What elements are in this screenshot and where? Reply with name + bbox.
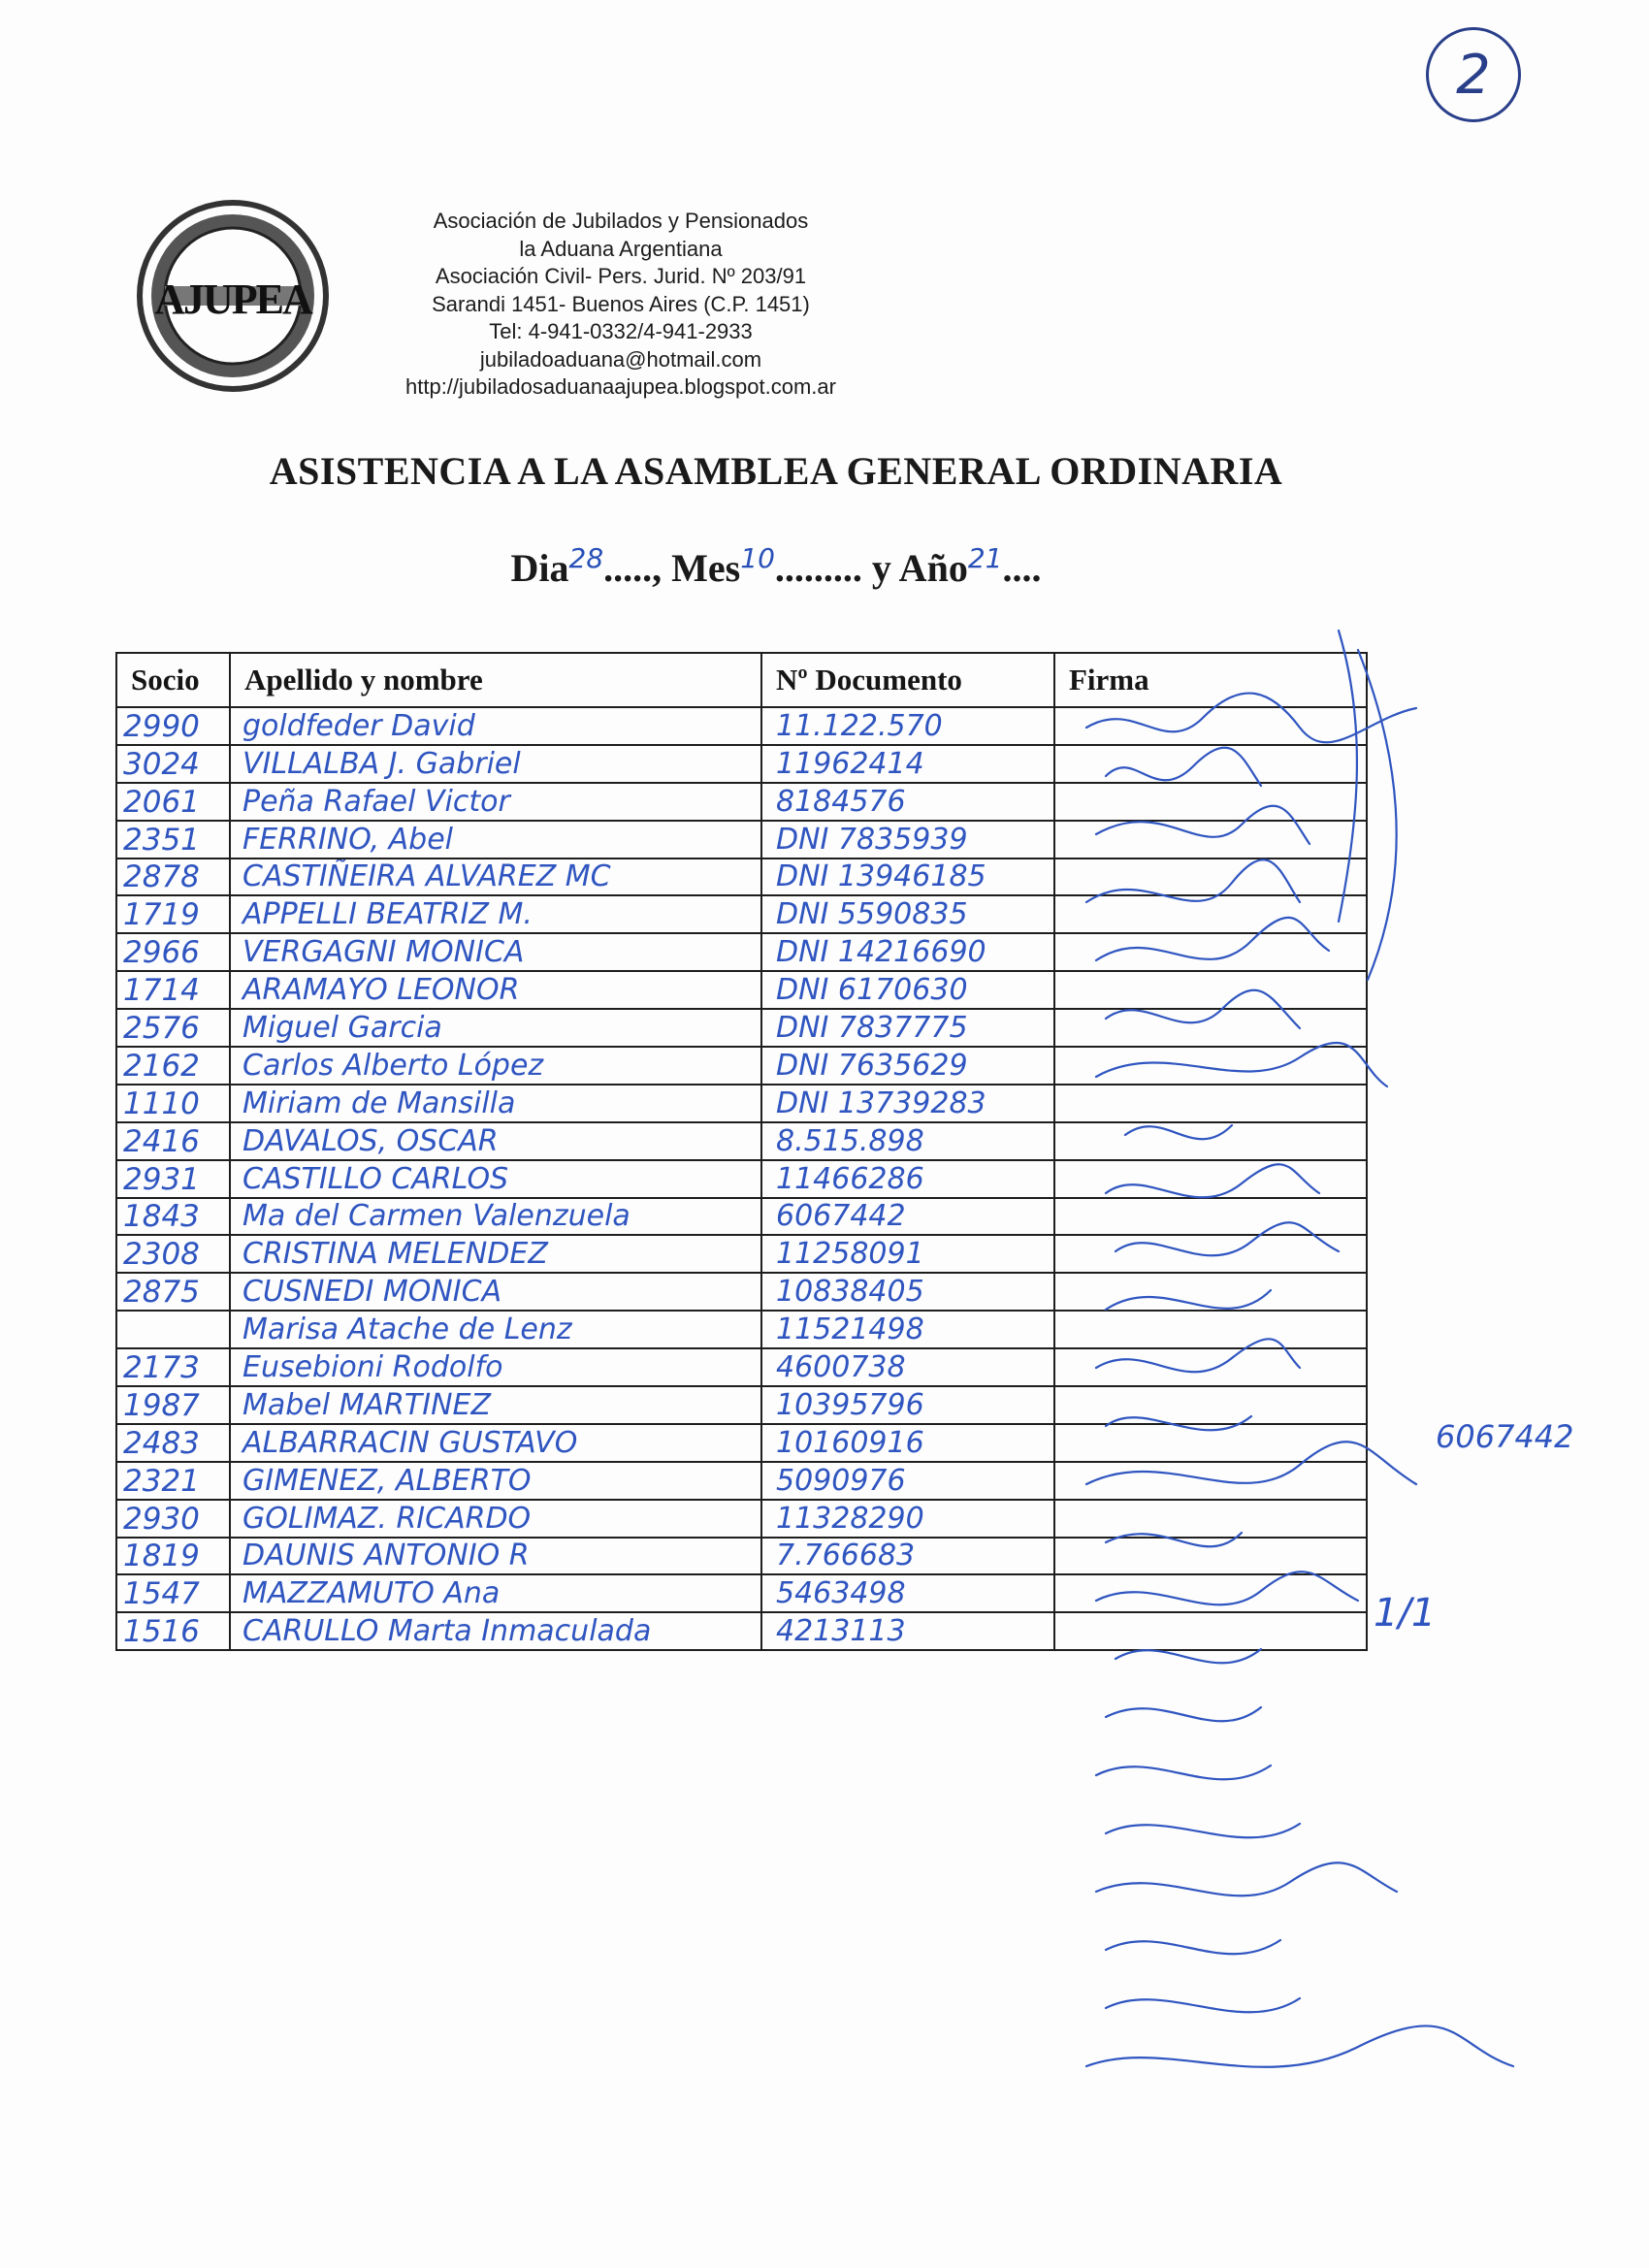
socio-cell: 2930 [116, 1500, 230, 1538]
table-body [116, 707, 1367, 1650]
name-cell: DAUNIS ANTONIO R [230, 1538, 761, 1575]
page-number-badge [1426, 27, 1521, 122]
document-cell: 4600738 [761, 1348, 1054, 1386]
org-phone-line: Tel: 4-941-0332/4-941-2933 [489, 319, 753, 343]
document-cell: 11328290 [761, 1500, 1054, 1538]
name-cell: FERRINO, Abel [230, 821, 761, 859]
name-cell: VILLALBA J. Gabriel [230, 745, 761, 783]
table-row [116, 1612, 1367, 1650]
document-cell: DNI 7835939 [761, 821, 1054, 859]
table-row [116, 1538, 1367, 1575]
signature-cell [1054, 971, 1367, 1009]
table-row [116, 971, 1367, 1009]
table-row [116, 1462, 1367, 1500]
document-cell: 11962414 [761, 745, 1054, 783]
table-header-row [116, 653, 1367, 707]
document-cell: 7.766683 [761, 1538, 1054, 1575]
name-cell: CASTILLO CARLOS [230, 1160, 761, 1198]
table-row [116, 859, 1367, 896]
signature-cell [1054, 1198, 1367, 1236]
signature-cell [1054, 859, 1367, 896]
day-value: 28 [568, 542, 604, 574]
header-documento: Nº Documento [761, 653, 1054, 707]
signature-cell [1054, 1424, 1367, 1462]
socio-cell: 2931 [116, 1160, 230, 1198]
socio-cell: 1110 [116, 1085, 230, 1122]
month-value: 10 [740, 542, 775, 574]
name-cell: Miguel Garcia [230, 1009, 761, 1047]
table-row [116, 707, 1367, 745]
table-row [116, 1198, 1367, 1236]
name-cell: Peña Rafael Victor [230, 783, 761, 821]
name-cell: DAVALOS, OSCAR [230, 1122, 761, 1160]
socio-cell: 1714 [116, 971, 230, 1009]
socio-cell: 2878 [116, 859, 230, 896]
socio-cell: 1719 [116, 895, 230, 933]
socio-cell: 2173 [116, 1348, 230, 1386]
header-firma: Firma [1054, 653, 1367, 707]
attendance-table [115, 652, 1368, 1651]
svg-text:AJUPEA: AJUPEA [154, 275, 311, 323]
header-socio: Socio [116, 653, 230, 707]
signature-cell [1054, 783, 1367, 821]
table-row [116, 1311, 1367, 1348]
document-cell: 11466286 [761, 1160, 1054, 1198]
socio-cell: 2061 [116, 783, 230, 821]
signature-cell [1054, 1009, 1367, 1047]
table-row [116, 895, 1367, 933]
table-row [116, 1348, 1367, 1386]
socio-cell: 2875 [116, 1273, 230, 1311]
name-cell: CRISTINA MELENDEZ [230, 1235, 761, 1273]
signature-cell [1054, 1348, 1367, 1386]
signature-cell [1054, 1386, 1367, 1424]
document-cell: 10395796 [761, 1386, 1054, 1424]
socio-cell: 1819 [116, 1538, 230, 1575]
socio-cell [116, 1311, 230, 1348]
name-cell: MAZZAMUTO Ana [230, 1574, 761, 1612]
name-cell: CARULLO Marta Inmaculada [230, 1612, 761, 1650]
org-email-line: jubiladoaduana@hotmail.com [479, 346, 762, 372]
socio-cell: 2308 [116, 1235, 230, 1273]
table-row [116, 1009, 1367, 1047]
document-cell: DNI 5590835 [761, 895, 1054, 933]
socio-cell: 2483 [116, 1424, 230, 1462]
document-cell: 11258091 [761, 1235, 1054, 1273]
table-row [116, 1273, 1367, 1311]
socio-cell: 2990 [116, 707, 230, 745]
document-cell: 8184576 [761, 783, 1054, 821]
table-row [116, 1235, 1367, 1273]
org-legal-line: Asociación Civil- Pers. Jurid. Nº 203/91 [435, 264, 807, 288]
document-cell: DNI 13946185 [761, 859, 1054, 896]
table-row [116, 1122, 1367, 1160]
year-label: y Año [871, 546, 968, 590]
name-cell: APPELLI BEATRIZ M. [230, 895, 761, 933]
day-dots: ....., [603, 546, 672, 590]
document-cell: DNI 13739283 [761, 1085, 1054, 1122]
document-cell: DNI 6170630 [761, 971, 1054, 1009]
document-cell: 8.515.898 [761, 1122, 1054, 1160]
signature-cell [1054, 1612, 1367, 1650]
table-row [116, 821, 1367, 859]
document-cell: 11521498 [761, 1311, 1054, 1348]
table-row [116, 1424, 1367, 1462]
signature-cell [1054, 1574, 1367, 1612]
document-cell: 5090976 [761, 1462, 1054, 1500]
table-row [116, 933, 1367, 971]
document-cell: 10160916 [761, 1424, 1054, 1462]
month-label: Mes [671, 546, 741, 590]
signature-cell [1054, 895, 1367, 933]
socio-cell: 1843 [116, 1198, 230, 1236]
page-number: 2 [1456, 43, 1491, 107]
signature-cell [1054, 1538, 1367, 1575]
signature-cell [1054, 1462, 1367, 1500]
name-cell: Carlos Alberto López [230, 1047, 761, 1085]
document-cell: 6067442 [761, 1198, 1054, 1236]
month-dots: ......... [774, 546, 872, 590]
signature-cell [1054, 1500, 1367, 1538]
document-title: ASISTENCIA A LA ASAMBLEA GENERAL ORDINARIA [269, 449, 1283, 493]
name-cell: Mabel MARTINEZ [230, 1386, 761, 1424]
margin-mark-note: 1/1 [1374, 1591, 1437, 1636]
org-address-line: Sarandi 1451- Buenos Aires (C.P. 1451) [432, 291, 810, 316]
table-row [116, 1500, 1367, 1538]
organization-header [369, 208, 873, 402]
signature-cell [1054, 1273, 1367, 1311]
socio-cell: 2416 [116, 1122, 230, 1160]
signature-cell [1054, 933, 1367, 971]
signature-cell [1054, 745, 1367, 783]
date-line [0, 542, 1552, 591]
name-cell: CASTIÑEIRA ALVAREZ MC [230, 859, 761, 896]
name-cell: ALBARRACIN GUSTAVO [230, 1424, 761, 1462]
document-cell: 4213113 [761, 1612, 1054, 1650]
socio-cell: 1516 [116, 1612, 230, 1650]
table-row [116, 1574, 1367, 1612]
socio-cell: 1987 [116, 1386, 230, 1424]
name-cell: GIMENEZ, ALBERTO [230, 1462, 761, 1500]
org-website-line: http://jubiladosaduanaajupea.blogspot.com.ar [405, 374, 836, 399]
document-cell: DNI 14216690 [761, 933, 1054, 971]
signature-cell [1054, 1085, 1367, 1122]
socio-cell: 1547 [116, 1574, 230, 1612]
table-row [116, 783, 1367, 821]
socio-cell: 2162 [116, 1047, 230, 1085]
name-cell: VERGAGNI MONICA [230, 933, 761, 971]
document-cell: DNI 7837775 [761, 1009, 1054, 1047]
association-logo [136, 199, 330, 393]
name-cell: ARAMAYO LEONOR [230, 971, 761, 1009]
year-value: 21 [967, 542, 1003, 574]
name-cell: Miriam de Mansilla [230, 1085, 761, 1122]
name-cell: Ma del Carmen Valenzuela [230, 1198, 761, 1236]
name-cell: CUSNEDI MONICA [230, 1273, 761, 1311]
socio-cell: 2576 [116, 1009, 230, 1047]
socio-cell: 2321 [116, 1462, 230, 1500]
name-cell: GOLIMAZ. RICARDO [230, 1500, 761, 1538]
socio-cell: 2966 [116, 933, 230, 971]
margin-doc-note: 6067442 [1436, 1418, 1574, 1455]
document-cell: 11.122.570 [761, 707, 1054, 745]
document-cell: 10838405 [761, 1273, 1054, 1311]
signature-cell [1054, 1160, 1367, 1198]
table-row [116, 1047, 1367, 1085]
name-cell: Eusebioni Rodolfo [230, 1348, 761, 1386]
signature-cell [1054, 1235, 1367, 1273]
table-row [116, 1386, 1367, 1424]
table-row [116, 745, 1367, 783]
org-name-line-2: la Aduana Argentiana [519, 236, 723, 261]
header-apellido-nombre: Apellido y nombre [230, 653, 761, 707]
name-cell: Marisa Atache de Lenz [230, 1311, 761, 1348]
org-name-line: Asociación de Jubilados y Pensionados [433, 209, 809, 233]
socio-cell: 3024 [116, 745, 230, 783]
document-cell: DNI 7635629 [761, 1047, 1054, 1085]
table-row [116, 1085, 1367, 1122]
signature-cell [1054, 1047, 1367, 1085]
signature-cell [1054, 1122, 1367, 1160]
document-cell: 5463498 [761, 1574, 1054, 1612]
name-cell: goldfeder David [230, 707, 761, 745]
year-dots: .... [1002, 546, 1042, 590]
signature-cell [1054, 1311, 1367, 1348]
signature-cell [1054, 821, 1367, 859]
socio-cell: 2351 [116, 821, 230, 859]
day-label: Dia [510, 546, 569, 590]
table-row [116, 1160, 1367, 1198]
signature-cell [1054, 707, 1367, 745]
